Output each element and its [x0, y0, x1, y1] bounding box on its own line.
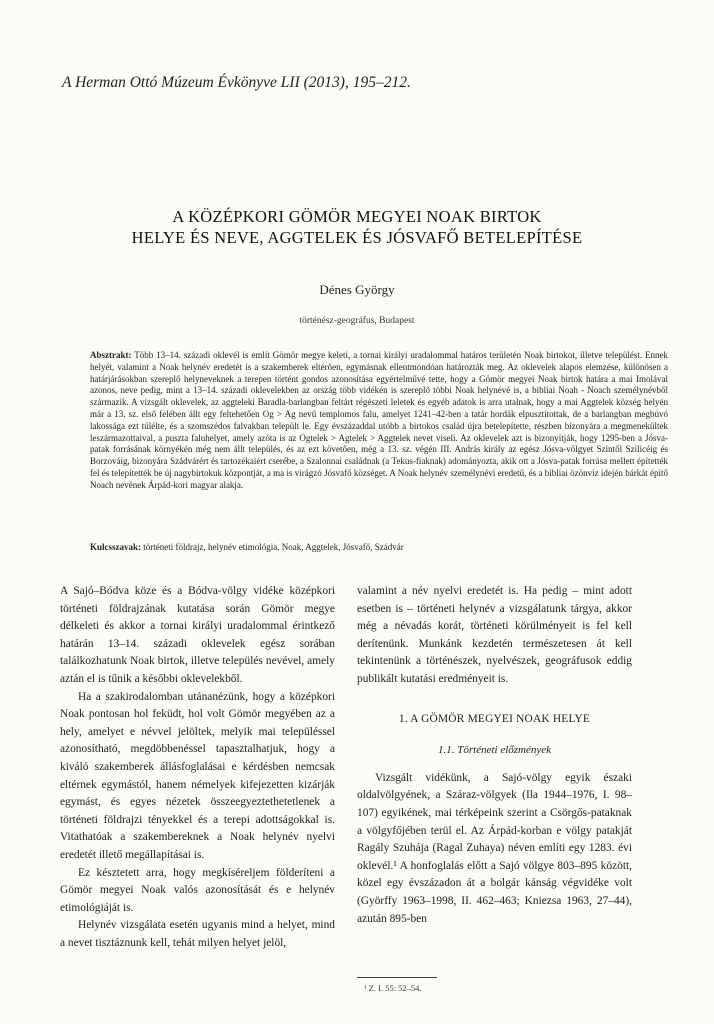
- body-paragraph: Ez késztetett arra, hogy megkíséreljem földeríteni a Gömör megyei Noak valós azonosítását és e helynév etimológiáját is.: [60, 866, 335, 914]
- body-paragraph: A Sajó–Bódva köze és a Bódva-völgy vidéke középkori történeti földrajzának kutatása során Gömör megye délkeleti és akkor a tornai királyi uradalommal érintkező határán 13–14. századi oklevelek egész sorában találkozhatunk Noak birtok, illetve település nevével, amely aztán el is tűnik a későbbi oklevelekből.: [60, 585, 335, 685]
- section-heading: 1. A GÖMÖR MEGYEI NOAK HELYE: [398, 712, 591, 725]
- abstract-text: Több 13–14. századi oklevél is említ Gömör megye keleti, a tornai királyi uradalommal határos területén Noak birtokot, illetve települést. Ennek helyét, valamint a Noak helynév eredetét is a szakemberek eltérően, egymásnak ellentmondóan határozták meg. Az oklevelek alapos elemzése, különösen a határjárásokban szereplő helyneveknek a terepen történt gondos azonosítása egyértelművé tette, hogy a Gömör megyei Noak birtok határa a mai Imolával azonos, neve pedig, mint a 13–14. századi oklevelekben az ország több vidékén is szereplő többi Noak helynévé is, a bibliai Noah - Noach személynévből származik. A vizsgált oklevelek, az aggteleki Baradla-barlangban feltárt régészeti leletek és egyéb adatok is arra utalnak, hogy a mai Aggtelek község helyén már a 13. sz. első felében állt egy feltehetően Og > Ag nevű templomos falu, amelyet 1241–42-ben a tatár hordák elpusztítottak, de a barlangban megbúvó lakossága ezt túlélte, és a szomszédos falvakban települt le. Egy évszázaddal utóbb a birtokos család újra betelepítette, részben bizonyára a megmenekültek leszármazottaival, a puszta faluhelyet, amely azóta is az Ogtelek > Agtelek > Aggtelek nevet viseli. Az oklevelek azt is bizonyítják, hogy 1295-ben a Jósva-patak forrásának környékén még nem állt település, és az ezt követően, még a 13. sz. végén III. András király az egész Jósva-völgyet Szintől Szilicéig és Borzováig, bizonyára Szádvárért és tartozékaiért cserébe, a Szalonnai családnak (a Tekus-fiaknak) adományozta, akik ott a Jósva-patak forrása mellett építették fel és telepítették be új nagybirtokuk központját, a ma is virágzó Jósvafő községet. A Noak helynév személynévi eredetű, és a bibliai özönvíz idején bárkát építő Noach nevének Árpád-kori magyar alakja.: [90, 350, 668, 490]
- footnote-rule: [357, 977, 437, 978]
- body-paragraph: Ha a szakirodalomban utánanézünk, hogy a középkori Noak pontosan hol feküdt, hol volt Gömör megyében az a hely, amelyet e névvel jelöltek, melyik mai településsel azonosítható, megdöbbenéssel tapasztalhatjuk, hogy a kiváló szakemberek állásfoglalásai e kérdésben nemcsak eltérnek egymástól, hanem némelyek kifejezetten kizárják egymást, és egyes nézetek összeegyeztethetetlenek a történeti földrajzi tényekkel és a terepi adottságokkal is. Vitathatóak a szakembereknek a Noak helynév nyelvi eredetét illető megállapításai is.: [60, 690, 335, 861]
- author-affiliation: történész-geográfus, Budapest: [299, 316, 415, 326]
- footnote: ¹ Z. I. 55: 52–54.: [364, 983, 422, 993]
- right-column: [357, 583, 632, 928]
- author-name: Dénes György: [319, 282, 395, 297]
- journal-citation: A Herman Ottó Múzeum Évkönyve LII (2013), 195–212.: [62, 74, 411, 91]
- title-line-1: A KÖZÉPKORI GÖMÖR MEGYEI NOAK BIRTOK: [172, 207, 542, 226]
- body-paragraph: Helynév vizsgálata esetén ugyanis mind a helyet, mind a nevet tisztáznunk kell, tehát milyen helyet jelöl,: [60, 919, 335, 949]
- article-title: [0, 206, 714, 248]
- abstract: [90, 350, 668, 492]
- subsection-heading: 1.1. Történeti előzmények: [437, 744, 552, 757]
- keywords-text: történeti földrajz, helynév etimológia, Noak, Aggtelek, Jósvafő, Szádvár: [143, 542, 404, 552]
- abstract-label: Absztrakt:: [90, 350, 132, 360]
- body-paragraph: Vizsgált vidékünk, a Sajó-völgy egyik északi oldalvölgyének, a Száraz-völgyek (Ila 1944–1976, I. 98–107) egyikének, mai térképeink szerint a Csörgős-pataknak a völgyfőjében terül el. Az Árpád-korban e völgy patakját Ragály Szuhája (Ragal Zuhaya) néven említi egy 1283. évi oklevél.¹ A honfoglalás előtt a Sajó völgye 803–895 között, közel egy évszázadon át a bolgár kánság végvidéke volt (Györffy 1963–1998, II. 462–463; Kniezsa 1963, 27–44), azután 895-ben: [357, 771, 632, 925]
- title-line-2: HELYE ÉS NEVE, AGGTELEK ÉS JÓSVAFŐ BETELEPÍTÉSE: [131, 228, 583, 247]
- body-paragraph: valamint a név nyelvi eredetét is. Ha pedig – mint adott esetben is – történeti helynév a vizsgálatunk tárgya, akkor még a névadás korát, történeti körülményeit is fel kell derítenünk. Munkánk kezdetén természetesen át kell tekintenünk a történészek, nyelvészek, geográfusok eddig publikált kutatási eredményeit is.: [357, 585, 632, 685]
- keywords-label: Kulcsszavak:: [90, 542, 142, 552]
- left-column: [60, 583, 335, 952]
- keywords: [90, 542, 668, 554]
